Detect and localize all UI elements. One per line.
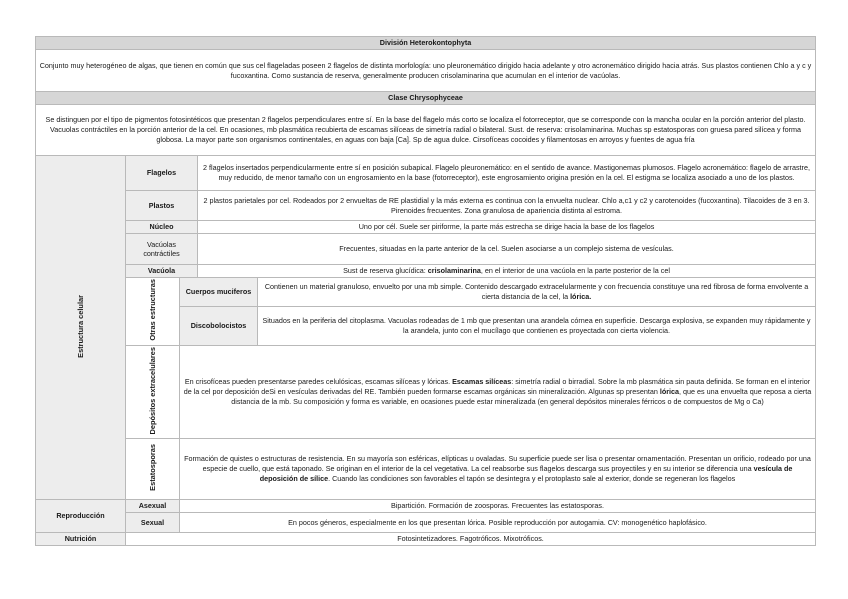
flagelos-label: Flagelos (126, 156, 198, 191)
division-description: Conjunto muy heterogéneo de algas, que tienen en común que sus cel flageladas poseen 2 flagelos de distinta morfología: uno pleuronemático dirigido hacia adelante y otro acronemático dirigido hacia atrás. Sus plastos contienen Chlo a y c y fucoxantina. Como sustancia de reserva, generalmente producen crisolaminarina que acumulan en el interior de vacúolas. (36, 50, 816, 92)
nucleo-label: Núcleo (126, 221, 198, 234)
nutricion-text: Fotosintetizadores. Fagotróficos. Mixotróficos. (126, 533, 816, 546)
sexual-label: Sexual (126, 513, 180, 533)
estructura-celular-text: Estructura celular (76, 294, 85, 358)
plastos-label: Plastos (126, 191, 198, 221)
nutricion-label: Nutrición (36, 533, 126, 546)
vacuolas-contractiles-text: Frecuentes, situadas en la parte anterior de la cel. Suelen asociarse a un complejo sistema de vesículas. (198, 234, 816, 265)
escamas-siliceas-bold: Escamas silíceas (452, 376, 512, 386)
clase-title: Clase Chrysophyceae (36, 92, 816, 105)
clase-description: Se distinguen por el tipo de pigmentos fotosintéticos que presentan 2 flagelos perpendiculares entre sí. En la base del flagelo más corto se localiza el fotorreceptor, que se corresponde con la mancha ocular en la porción anterior del plasto. Vacuolas contráctiles en la porción anterior de la cel. En ocasiones, mb plasmática recubierta de escamas silíceas de simetría radial o bilateral. Sust. de reserva: crisolaminarina. Muchas sp estatosporas con gruesa pared silícea y forma globosa. La mayor parte son organismos continentales, en aguas con baja [Ca]. Sp de agua dulce. Cirsofíceas cocoides y filamentosas en arroyos y fuentes de agua fría (36, 105, 816, 156)
estatosporas-label (126, 439, 180, 500)
lorica-bold: lórica. (570, 292, 592, 302)
estatosporas-desc: Formación de quistes o estructuras de resistencia. En su mayoría son esféricas, elípticas u ovaladas. Su superficie puede ser lisa o presentar ornamentación. Presentan un orificio, rodeado por una especie de cuello, que está taponado. Se originan en el interior de la cel vegetativa. La cel reabsorbe sus flagelos descarga sus proyectiles y en su interior se diferencia una vesícula de deposición de sílice. Cuando las condiciones son favorables el tapón se desintegra y el protoplasto sale al exterior, donde se regeneran los flagelos (180, 439, 816, 500)
discobolocistos-label: Discobolocistos (180, 307, 258, 346)
vacuolas-contractiles-label: Vacúolas contráctiles (126, 234, 198, 265)
vacuola-label: Vacúola (126, 265, 198, 278)
vacuola-text: Sust de reserva glucídica: crisolaminarina, en el interior de una vacúola en la parte posterior de la cel (198, 265, 816, 278)
vesicula-bold: vesícula de deposición de sílice (259, 464, 793, 484)
otras-estructuras-label (126, 278, 180, 346)
otras-estructuras-text: Otras estructuras (148, 279, 157, 341)
plastos-text: 2 plastos parietales por cel. Rodeados por 2 envueltas de RE plastidial y la más externa es continua con la envuelta nuclear. Chlo a,c1 y c2 y carotenoides (fucoxantina). Tilacoides de 3 en 3. Pirenoides frecuentes. Zona granulosa de apariencia distinta al estroma. (198, 191, 816, 221)
crisolaminarina-bold: crisolaminarina (427, 266, 481, 275)
reproduccion-label: Reproducción (36, 500, 126, 533)
estructura-celular-label (36, 156, 126, 500)
lorica-bold-2: lórica (659, 386, 680, 396)
cuerpos-muciferos-text: Contienen un material granuloso, envuelto por una mb simple. Contenido descargado extracelularmente y con frecuencia constituye una red fibrosa de forma envolvente a cierta distancia de la cel, la lórica. (258, 278, 816, 307)
discobolocistos-text: Situados en la periferia del citoplasma. Vacuolas rodeadas de 1 mb que presentan una arandela córnea en superficie. Descarga explosiva, se expanden muy rápidamente y la arandela, junto con el mucílago que contienen es proyectada con cierta violencia. (258, 307, 816, 346)
flagelos-text: 2 flagelos insertados perpendicularmente entre sí en posición subapical. Flagelo pleuronemático: en el sentido de avance. Mastigonemas plumosos. Flagelo acronemático: flagelo de arrastre, muy reducido, de menor tamaño con un engrosamiento en la base (fotorreceptor), este engrosamiento origina presión en la cel. El estigma se localiza asociado a uno de los plastos. (198, 156, 816, 191)
heterokontophyta-table (35, 36, 816, 546)
sexual-text: En pocos géneros, especialmente en los que presentan lórica. Posible reproducción por autogamia. CV: monogenético haplofásico. (180, 513, 816, 533)
asexual-label: Asexual (126, 500, 180, 513)
depositos-text: En crisofíceas pueden presentarse paredes celulósicas, escamas silíceas y lóricas. Escamas silíceas: simetría radial o birradial. Sobre la mb plasmática sin pauta definida. Se forman en el interior de la cel por deposición deSi en vesículas derivadas del RE. También pueden formarse escamas orgánicas sin mineralización. Algunas sp presentan lórica, que es una envuelta que reposa a cierta distancia de la mb. Su composición y forma es variable, en ocasiones puede estar mineralizada (en general depósitos minerales férricos o de compuestos de Mg o Ca) (180, 345, 816, 439)
asexual-text: Bipartición. Formación de zoosporas. Frecuentes las estatosporas. (180, 500, 816, 513)
nucleo-text: Uno por cél. Suele ser piriforme, la parte más estrecha se dirige hacia la base de los flagelos (198, 221, 816, 234)
cuerpos-muciferos-label: Cuerpos muciferos (180, 278, 258, 307)
estatosporas-text: Estatosporas (148, 444, 157, 492)
division-title: División Heterokontophyta (36, 37, 816, 50)
depositos-extracelulares-text: Depósitos extracelulares (148, 346, 157, 435)
depositos-extracelulares-label (126, 345, 180, 439)
